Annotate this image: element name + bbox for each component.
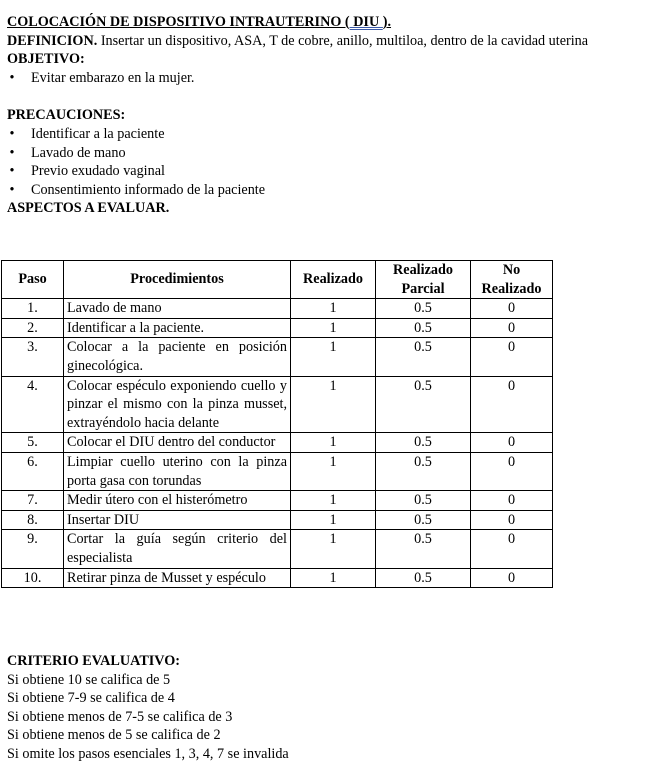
list-item: • Previo exudado vaginal [7, 162, 607, 181]
bullet-icon: • [9, 69, 15, 86]
cell-partial: 0.5 [376, 318, 471, 338]
cell-done: 1 [291, 491, 376, 511]
cell-partial: 0.5 [376, 376, 471, 433]
header-done: Realizado [291, 261, 376, 299]
table-row [2, 568, 553, 588]
cell-partial: 0.5 [376, 568, 471, 588]
table-row [2, 452, 553, 490]
definition-label: DEFINICION. [7, 32, 98, 49]
bullet-icon: • [9, 144, 15, 161]
objective-list [7, 69, 607, 88]
criteria-line: Si omite los pasos esenciales 1, 3, 4, 7 se invalida [7, 745, 289, 762]
criteria-section [7, 652, 607, 764]
cell-not-done: 0 [471, 530, 553, 568]
list-item: • Evitar embarazo en la mujer. [7, 69, 607, 88]
table-row [2, 338, 553, 376]
precautions-heading: PRECAUCIONES: [7, 107, 126, 124]
cell-done: 1 [291, 530, 376, 568]
cell-partial: 0.5 [376, 530, 471, 568]
cell-not-done: 0 [471, 568, 553, 588]
aspects-heading: ASPECTOS A EVALUAR. [7, 200, 170, 217]
bullet-icon: • [9, 181, 15, 198]
cell-procedure: Colocar espéculo exponiendo cuello y pinzar el mismo con la pinza musset, extrayéndolo hacia delante [64, 376, 291, 433]
objective-heading: OBJETIVO: [7, 51, 85, 68]
evaluation-table [1, 260, 553, 588]
table-row [2, 318, 553, 338]
cell-not-done: 0 [471, 338, 553, 376]
table-header-row [2, 261, 553, 299]
bullet-icon: • [9, 163, 15, 180]
cell-step: 4. [2, 376, 64, 433]
cell-not-done: 0 [471, 433, 553, 453]
cell-procedure: Colocar el DIU dentro del conductor [64, 433, 291, 453]
cell-procedure: Medir útero con el histerómetro [64, 491, 291, 511]
cell-not-done: 0 [471, 376, 553, 433]
cell-step: 10. [2, 568, 64, 588]
cell-procedure: Insertar DIU [64, 510, 291, 530]
cell-not-done: 0 [471, 491, 553, 511]
cell-partial: 0.5 [376, 510, 471, 530]
cell-not-done: 0 [471, 318, 553, 338]
criteria-line: Si obtiene menos de 7-5 se califica de 3 [7, 708, 233, 725]
cell-step: 6. [2, 452, 64, 490]
cell-not-done: 0 [471, 299, 553, 319]
cell-step: 9. [2, 530, 64, 568]
cell-partial: 0.5 [376, 433, 471, 453]
definition-paragraph [7, 32, 607, 51]
dui-abbreviation: DIU [349, 14, 383, 30]
cell-done: 1 [291, 318, 376, 338]
table-row [2, 299, 553, 319]
cell-done: 1 [291, 299, 376, 319]
cell-step: 1. [2, 299, 64, 319]
cell-done: 1 [291, 568, 376, 588]
header-not-done: No Realizado [471, 261, 553, 299]
header-step: Paso [2, 261, 64, 299]
header-partial: Realizado Parcial [376, 261, 471, 299]
cell-step: 3. [2, 338, 64, 376]
header-procedure: Procedimientos [64, 261, 291, 299]
cell-step: 2. [2, 318, 64, 338]
table-row [2, 530, 553, 568]
cell-not-done: 0 [471, 510, 553, 530]
criteria-line: Si obtiene 10 se califica de 5 [7, 671, 171, 688]
criteria-line: Si obtiene 7-9 se califica de 4 [7, 690, 175, 707]
bullet-icon: • [9, 125, 15, 142]
cell-partial: 0.5 [376, 491, 471, 511]
cell-procedure: Retirar pinza de Musset y espéculo [64, 568, 291, 588]
cell-done: 1 [291, 510, 376, 530]
list-item: • Identificar a la paciente [7, 125, 607, 144]
cell-partial: 0.5 [376, 299, 471, 319]
cell-step: 8. [2, 510, 64, 530]
definition-text: Insertar un dispositivo, ASA, T de cobre, anillo, multiloa, dentro de la cavidad uterina [97, 32, 589, 49]
cell-partial: 0.5 [376, 338, 471, 376]
cell-done: 1 [291, 338, 376, 376]
table-row [2, 491, 553, 511]
table-row [2, 376, 553, 433]
list-item: • Lavado de mano [7, 144, 607, 163]
cell-partial: 0.5 [376, 452, 471, 490]
document-title: COLOCACIÓN DE DISPOSITIVO INTRAUTERINO ( DIU ). [7, 14, 392, 30]
criteria-line: Si obtiene menos de 5 se califica de 2 [7, 727, 221, 744]
cell-not-done: 0 [471, 452, 553, 490]
cell-procedure: Lavado de mano [64, 299, 291, 319]
cell-procedure: Cortar la guía según criterio del especialista [64, 530, 291, 568]
cell-procedure: Identificar a la paciente. [64, 318, 291, 338]
cell-step: 5. [2, 433, 64, 453]
cell-procedure: Colocar a la paciente en posición ginecológica. [64, 338, 291, 376]
list-item: • Consentimiento informado de la paciente [7, 181, 607, 200]
document-body [7, 13, 607, 218]
cell-done: 1 [291, 452, 376, 490]
cell-step: 7. [2, 491, 64, 511]
cell-procedure: Limpiar cuello uterino con la pinza porta gasa con torundas [64, 452, 291, 490]
table-row [2, 510, 553, 530]
cell-done: 1 [291, 433, 376, 453]
cell-done: 1 [291, 376, 376, 433]
criteria-heading: CRITERIO EVALUATIVO: [7, 653, 181, 669]
table-row [2, 433, 553, 453]
precautions-list [7, 125, 607, 199]
